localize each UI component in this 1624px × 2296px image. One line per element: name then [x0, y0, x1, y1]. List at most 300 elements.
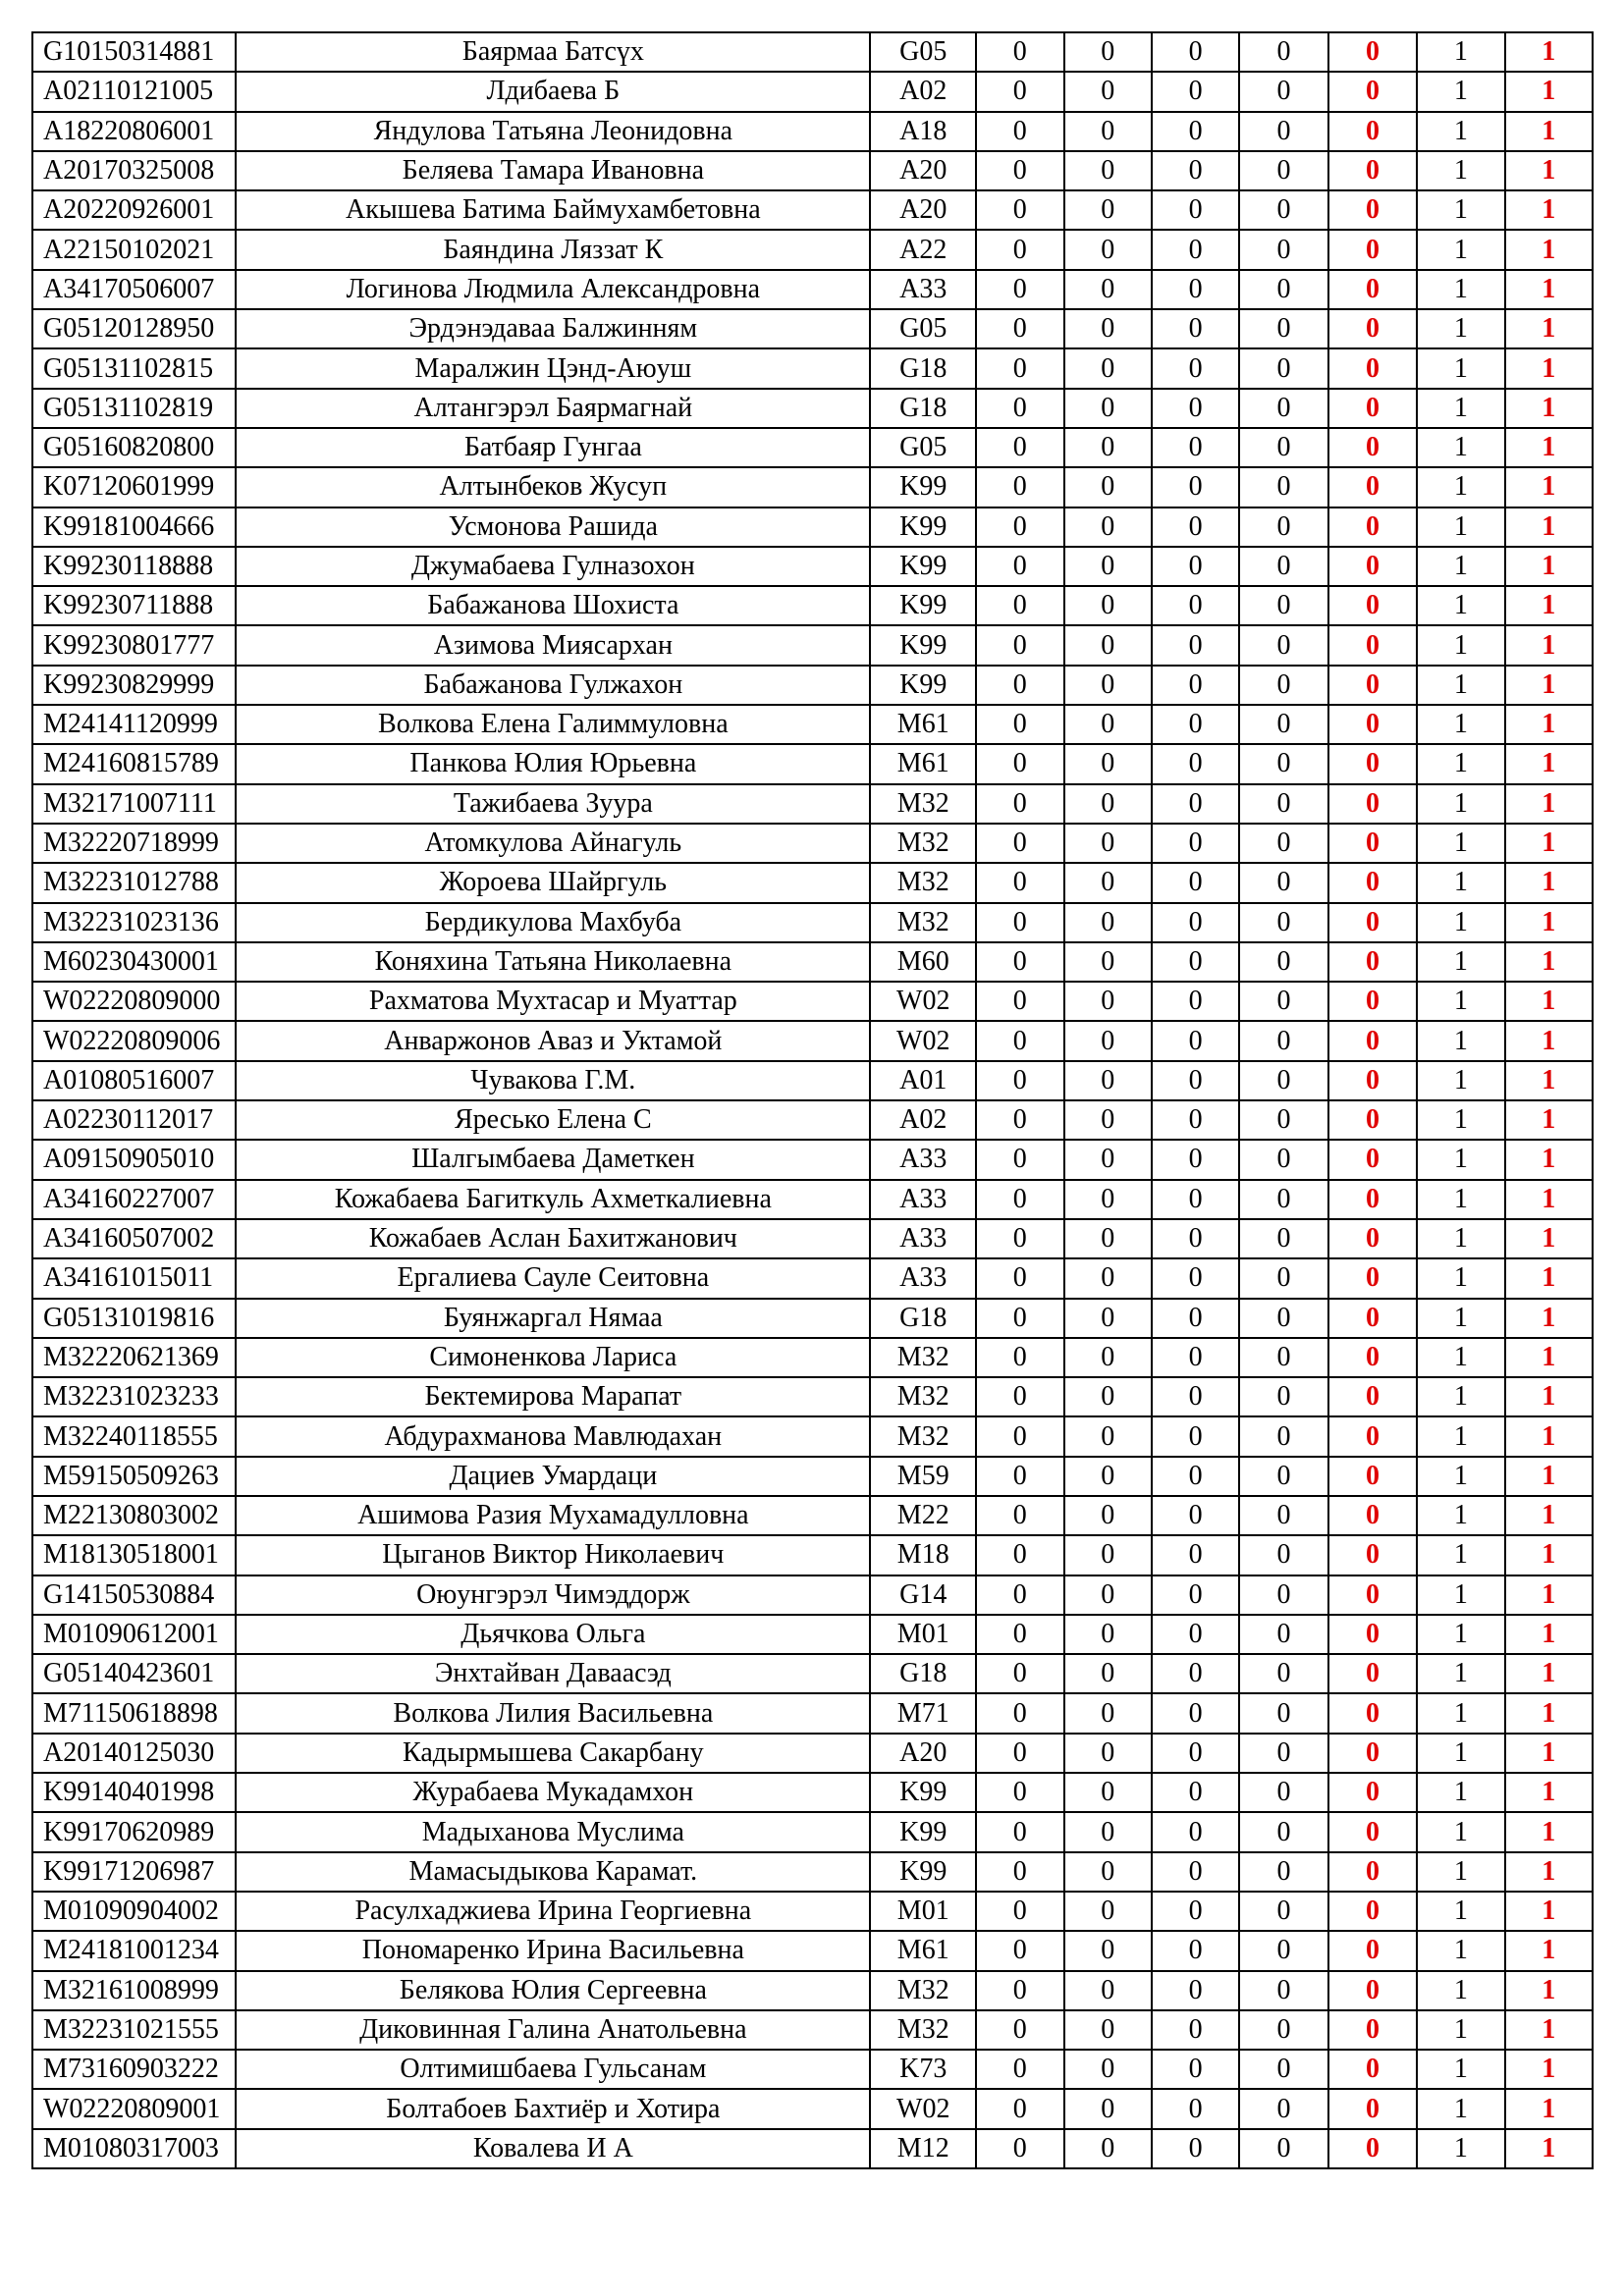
code-cell: W02: [870, 982, 976, 1021]
record-id-cell: A34160227007: [32, 1180, 236, 1219]
value-3-cell: 0: [1152, 705, 1239, 744]
code-cell: K73: [870, 2050, 976, 2089]
value-6-cell: 1: [1417, 1100, 1504, 1140]
highlight-value-cell: 0: [1328, 270, 1417, 309]
value-4-cell: 0: [1239, 586, 1327, 625]
table-row: [32, 1140, 1593, 1179]
code-cell: M60: [870, 942, 976, 982]
value-2-cell: 0: [1064, 982, 1152, 1021]
value-6-cell: 1: [1417, 348, 1504, 388]
record-id-cell: M32231023233: [32, 1377, 236, 1416]
value-6-cell: 1: [1417, 389, 1504, 428]
value-6-cell: 1: [1417, 2089, 1504, 2128]
value-3-cell: 0: [1152, 32, 1239, 72]
full-name-cell: Джумабаева Гулназохон: [236, 547, 870, 586]
record-id-cell: M22130803002: [32, 1496, 236, 1535]
value-1-cell: 0: [976, 1496, 1063, 1535]
code-cell: K99: [870, 586, 976, 625]
code-cell: G05: [870, 428, 976, 467]
value-4-cell: 0: [1239, 389, 1327, 428]
highlight-total-cell: 1: [1505, 1773, 1593, 1812]
highlight-value-cell: 0: [1328, 1100, 1417, 1140]
table-row: [32, 586, 1593, 625]
highlight-total-cell: 1: [1505, 1971, 1593, 2010]
code-cell: A01: [870, 1061, 976, 1100]
value-3-cell: 0: [1152, 625, 1239, 665]
record-id-cell: M32171007111: [32, 784, 236, 824]
value-4-cell: 0: [1239, 270, 1327, 309]
table-row: [32, 389, 1593, 428]
value-4-cell: 0: [1239, 1180, 1327, 1219]
highlight-value-cell: 0: [1328, 1654, 1417, 1693]
value-6-cell: 1: [1417, 1892, 1504, 1931]
value-1-cell: 0: [976, 1140, 1063, 1179]
code-cell: M61: [870, 744, 976, 783]
record-id-cell: M18130518001: [32, 1535, 236, 1575]
value-2-cell: 0: [1064, 744, 1152, 783]
highlight-total-cell: 1: [1505, 1457, 1593, 1496]
value-3-cell: 0: [1152, 547, 1239, 586]
value-6-cell: 1: [1417, 2010, 1504, 2050]
value-2-cell: 0: [1064, 784, 1152, 824]
value-6-cell: 1: [1417, 32, 1504, 72]
value-4-cell: 0: [1239, 1654, 1327, 1693]
value-2-cell: 0: [1064, 625, 1152, 665]
value-2-cell: 0: [1064, 1931, 1152, 1970]
value-1-cell: 0: [976, 1575, 1063, 1615]
value-2-cell: 0: [1064, 1496, 1152, 1535]
record-id-cell: M32240118555: [32, 1416, 236, 1456]
highlight-total-cell: 1: [1505, 190, 1593, 230]
value-3-cell: 0: [1152, 190, 1239, 230]
value-6-cell: 1: [1417, 1615, 1504, 1654]
highlight-total-cell: 1: [1505, 1615, 1593, 1654]
code-cell: G05: [870, 309, 976, 348]
value-6-cell: 1: [1417, 1693, 1504, 1733]
value-1-cell: 0: [976, 309, 1063, 348]
record-id-cell: K99230829999: [32, 666, 236, 705]
value-1-cell: 0: [976, 863, 1063, 902]
value-3-cell: 0: [1152, 1852, 1239, 1892]
highlight-value-cell: 0: [1328, 1734, 1417, 1773]
value-6-cell: 1: [1417, 1180, 1504, 1219]
value-3-cell: 0: [1152, 1575, 1239, 1615]
value-4-cell: 0: [1239, 72, 1327, 111]
table-row: [32, 824, 1593, 863]
full-name-cell: Яресько Елена С: [236, 1100, 870, 1140]
highlight-total-cell: 1: [1505, 32, 1593, 72]
record-id-cell: K99170620989: [32, 1812, 236, 1851]
full-name-cell: Рахматова Мухтасар и Муаттар: [236, 982, 870, 1021]
value-2-cell: 0: [1064, 1654, 1152, 1693]
highlight-value-cell: 0: [1328, 467, 1417, 507]
highlight-value-cell: 0: [1328, 1140, 1417, 1179]
record-id-cell: K99230711888: [32, 586, 236, 625]
value-3-cell: 0: [1152, 2010, 1239, 2050]
value-1-cell: 0: [976, 625, 1063, 665]
record-id-cell: A02110121005: [32, 72, 236, 111]
value-2-cell: 0: [1064, 1338, 1152, 1377]
value-6-cell: 1: [1417, 309, 1504, 348]
value-1-cell: 0: [976, 2050, 1063, 2089]
value-6-cell: 1: [1417, 1654, 1504, 1693]
value-4-cell: 0: [1239, 1734, 1327, 1773]
value-2-cell: 0: [1064, 1457, 1152, 1496]
value-4-cell: 0: [1239, 1971, 1327, 2010]
value-1-cell: 0: [976, 1457, 1063, 1496]
highlight-total-cell: 1: [1505, 507, 1593, 547]
full-name-cell: Баяндина Ляззат К: [236, 230, 870, 269]
value-3-cell: 0: [1152, 784, 1239, 824]
table-row: [32, 270, 1593, 309]
full-name-cell: Пономаренко Ирина Васильевна: [236, 1931, 870, 1970]
code-cell: W02: [870, 1021, 976, 1060]
value-2-cell: 0: [1064, 389, 1152, 428]
value-2-cell: 0: [1064, 1140, 1152, 1179]
table-row: [32, 2010, 1593, 2050]
value-6-cell: 1: [1417, 1773, 1504, 1812]
highlight-value-cell: 0: [1328, 824, 1417, 863]
code-cell: A33: [870, 1219, 976, 1258]
value-6-cell: 1: [1417, 1377, 1504, 1416]
record-id-cell: G10150314881: [32, 32, 236, 72]
value-4-cell: 0: [1239, 666, 1327, 705]
code-cell: G05: [870, 32, 976, 72]
value-6-cell: 1: [1417, 151, 1504, 190]
value-6-cell: 1: [1417, 1219, 1504, 1258]
record-id-cell: G05131019816: [32, 1299, 236, 1338]
full-name-cell: Яндулова Татьяна Леонидовна: [236, 112, 870, 151]
value-1-cell: 0: [976, 2089, 1063, 2128]
table-row: [32, 2129, 1593, 2168]
value-1-cell: 0: [976, 1892, 1063, 1931]
value-6-cell: 1: [1417, 112, 1504, 151]
value-3-cell: 0: [1152, 1892, 1239, 1931]
table-row: [32, 1377, 1593, 1416]
full-name-cell: Ергалиева Сауле Сеитовна: [236, 1258, 870, 1298]
highlight-total-cell: 1: [1505, 1654, 1593, 1693]
value-4-cell: 0: [1239, 32, 1327, 72]
highlight-total-cell: 1: [1505, 2089, 1593, 2128]
code-cell: A18: [870, 112, 976, 151]
highlight-value-cell: 0: [1328, 1496, 1417, 1535]
table-row: [32, 112, 1593, 151]
value-6-cell: 1: [1417, 1812, 1504, 1851]
code-cell: K99: [870, 507, 976, 547]
value-1-cell: 0: [976, 270, 1063, 309]
table-row: [32, 1852, 1593, 1892]
full-name-cell: Тажибаева Зуура: [236, 784, 870, 824]
value-2-cell: 0: [1064, 2089, 1152, 2128]
highlight-total-cell: 1: [1505, 112, 1593, 151]
record-id-cell: G05120128950: [32, 309, 236, 348]
value-6-cell: 1: [1417, 625, 1504, 665]
value-2-cell: 0: [1064, 705, 1152, 744]
highlight-total-cell: 1: [1505, 1693, 1593, 1733]
table-row: [32, 1457, 1593, 1496]
code-cell: A33: [870, 1180, 976, 1219]
value-4-cell: 0: [1239, 1575, 1327, 1615]
full-name-cell: Оюунгэрэл Чимэддорж: [236, 1575, 870, 1615]
code-cell: M32: [870, 824, 976, 863]
record-id-cell: G05131102815: [32, 348, 236, 388]
value-3-cell: 0: [1152, 1299, 1239, 1338]
value-2-cell: 0: [1064, 270, 1152, 309]
table-row: [32, 547, 1593, 586]
code-cell: K99: [870, 1812, 976, 1851]
record-id-cell: W02220809001: [32, 2089, 236, 2128]
value-1-cell: 0: [976, 784, 1063, 824]
code-cell: M32: [870, 1416, 976, 1456]
value-2-cell: 0: [1064, 586, 1152, 625]
table-row: [32, 428, 1593, 467]
full-name-cell: Панкова Юлия Юрьевна: [236, 744, 870, 783]
value-2-cell: 0: [1064, 2129, 1152, 2168]
value-6-cell: 1: [1417, 705, 1504, 744]
full-name-cell: Лдибаева Б: [236, 72, 870, 111]
full-name-cell: Алтангэрэл Баярмагнай: [236, 389, 870, 428]
value-2-cell: 0: [1064, 467, 1152, 507]
record-id-cell: W02220809006: [32, 1021, 236, 1060]
value-1-cell: 0: [976, 1812, 1063, 1851]
value-6-cell: 1: [1417, 2050, 1504, 2089]
value-4-cell: 0: [1239, 230, 1327, 269]
value-2-cell: 0: [1064, 507, 1152, 547]
value-3-cell: 0: [1152, 1654, 1239, 1693]
value-1-cell: 0: [976, 586, 1063, 625]
highlight-total-cell: 1: [1505, 744, 1593, 783]
value-3-cell: 0: [1152, 467, 1239, 507]
value-6-cell: 1: [1417, 2129, 1504, 2168]
highlight-total-cell: 1: [1505, 586, 1593, 625]
value-4-cell: 0: [1239, 1457, 1327, 1496]
full-name-cell: Ковалева И А: [236, 2129, 870, 2168]
value-6-cell: 1: [1417, 270, 1504, 309]
highlight-total-cell: 1: [1505, 863, 1593, 902]
value-1-cell: 0: [976, 1416, 1063, 1456]
value-2-cell: 0: [1064, 309, 1152, 348]
value-1-cell: 0: [976, 1615, 1063, 1654]
code-cell: W02: [870, 2089, 976, 2128]
value-3-cell: 0: [1152, 942, 1239, 982]
value-3-cell: 0: [1152, 2050, 1239, 2089]
table-row: [32, 903, 1593, 942]
value-3-cell: 0: [1152, 112, 1239, 151]
highlight-value-cell: 0: [1328, 982, 1417, 1021]
code-cell: M32: [870, 903, 976, 942]
value-3-cell: 0: [1152, 1258, 1239, 1298]
highlight-value-cell: 0: [1328, 863, 1417, 902]
value-4-cell: 0: [1239, 1812, 1327, 1851]
value-3-cell: 0: [1152, 1773, 1239, 1812]
code-cell: G18: [870, 1654, 976, 1693]
value-3-cell: 0: [1152, 1416, 1239, 1456]
record-id-cell: G05140423601: [32, 1654, 236, 1693]
full-name-cell: Жороева Шайргуль: [236, 863, 870, 902]
value-3-cell: 0: [1152, 428, 1239, 467]
value-2-cell: 0: [1064, 72, 1152, 111]
full-name-cell: Бердикулова Махбуба: [236, 903, 870, 942]
value-1-cell: 0: [976, 2010, 1063, 2050]
code-cell: K99: [870, 625, 976, 665]
highlight-total-cell: 1: [1505, 903, 1593, 942]
table-row: [32, 1338, 1593, 1377]
record-id-cell: M01080317003: [32, 2129, 236, 2168]
value-6-cell: 1: [1417, 982, 1504, 1021]
value-4-cell: 0: [1239, 1693, 1327, 1733]
value-1-cell: 0: [976, 1061, 1063, 1100]
value-1-cell: 0: [976, 824, 1063, 863]
record-id-cell: G14150530884: [32, 1575, 236, 1615]
code-cell: A20: [870, 1734, 976, 1773]
code-cell: M32: [870, 1971, 976, 2010]
highlight-value-cell: 0: [1328, 1416, 1417, 1456]
value-1-cell: 0: [976, 1535, 1063, 1575]
table-row: [32, 1971, 1593, 2010]
highlight-value-cell: 0: [1328, 547, 1417, 586]
highlight-total-cell: 1: [1505, 309, 1593, 348]
highlight-value-cell: 0: [1328, 1061, 1417, 1100]
highlight-total-cell: 1: [1505, 1338, 1593, 1377]
value-6-cell: 1: [1417, 942, 1504, 982]
value-6-cell: 1: [1417, 1931, 1504, 1970]
value-2-cell: 0: [1064, 1575, 1152, 1615]
highlight-value-cell: 0: [1328, 309, 1417, 348]
value-4-cell: 0: [1239, 2089, 1327, 2128]
table-row: [32, 1654, 1593, 1693]
full-name-cell: Буянжаргал Нямаа: [236, 1299, 870, 1338]
value-2-cell: 0: [1064, 1299, 1152, 1338]
full-name-cell: Ашимова Разия Мухамадулловна: [236, 1496, 870, 1535]
highlight-value-cell: 0: [1328, 1180, 1417, 1219]
value-1-cell: 0: [976, 942, 1063, 982]
value-1-cell: 0: [976, 32, 1063, 72]
code-cell: K99: [870, 467, 976, 507]
value-4-cell: 0: [1239, 982, 1327, 1021]
code-cell: A33: [870, 1258, 976, 1298]
value-3-cell: 0: [1152, 230, 1239, 269]
value-2-cell: 0: [1064, 1852, 1152, 1892]
full-name-cell: Болтабоев Бахтиёр и Хотира: [236, 2089, 870, 2128]
highlight-value-cell: 0: [1328, 1377, 1417, 1416]
value-4-cell: 0: [1239, 863, 1327, 902]
highlight-total-cell: 1: [1505, 151, 1593, 190]
code-cell: M01: [870, 1892, 976, 1931]
record-id-cell: K99181004666: [32, 507, 236, 547]
table-row: [32, 1693, 1593, 1733]
table-row: [32, 2050, 1593, 2089]
record-id-cell: M32231023136: [32, 903, 236, 942]
table-row: [32, 666, 1593, 705]
value-6-cell: 1: [1417, 1061, 1504, 1100]
value-6-cell: 1: [1417, 1140, 1504, 1179]
highlight-total-cell: 1: [1505, 1892, 1593, 1931]
value-4-cell: 0: [1239, 547, 1327, 586]
highlight-value-cell: 0: [1328, 1971, 1417, 2010]
value-2-cell: 0: [1064, 942, 1152, 982]
value-1-cell: 0: [976, 1338, 1063, 1377]
full-name-cell: Мадыханова Муслима: [236, 1812, 870, 1851]
record-id-cell: M73160903222: [32, 2050, 236, 2089]
highlight-value-cell: 0: [1328, 705, 1417, 744]
table-row: [32, 1575, 1593, 1615]
value-2-cell: 0: [1064, 1615, 1152, 1654]
full-name-cell: Цыганов Виктор Николаевич: [236, 1535, 870, 1575]
value-4-cell: 0: [1239, 467, 1327, 507]
value-2-cell: 0: [1064, 1693, 1152, 1733]
value-1-cell: 0: [976, 1654, 1063, 1693]
highlight-total-cell: 1: [1505, 389, 1593, 428]
full-name-cell: Бабажанова Гулжахон: [236, 666, 870, 705]
code-cell: M12: [870, 2129, 976, 2168]
highlight-total-cell: 1: [1505, 1812, 1593, 1851]
table-row: [32, 1100, 1593, 1140]
full-name-cell: Белякова Юлия Сергеевна: [236, 1971, 870, 2010]
code-cell: A02: [870, 72, 976, 111]
highlight-total-cell: 1: [1505, 625, 1593, 665]
record-id-cell: G05131102819: [32, 389, 236, 428]
value-6-cell: 1: [1417, 467, 1504, 507]
full-name-cell: Диковинная Галина Анатольевна: [236, 2010, 870, 2050]
value-2-cell: 0: [1064, 1180, 1152, 1219]
record-id-cell: K99230801777: [32, 625, 236, 665]
highlight-value-cell: 0: [1328, 942, 1417, 982]
value-6-cell: 1: [1417, 1575, 1504, 1615]
highlight-total-cell: 1: [1505, 705, 1593, 744]
full-name-cell: Эрдэнэдаваа Балжинням: [236, 309, 870, 348]
value-4-cell: 0: [1239, 348, 1327, 388]
highlight-value-cell: 0: [1328, 586, 1417, 625]
full-name-cell: Симоненкова Лариса: [236, 1338, 870, 1377]
value-3-cell: 0: [1152, 1931, 1239, 1970]
table-row: [32, 348, 1593, 388]
value-4-cell: 0: [1239, 1140, 1327, 1179]
value-3-cell: 0: [1152, 1100, 1239, 1140]
full-name-cell: Кожабаева Багиткуль Ахметкалиевна: [236, 1180, 870, 1219]
highlight-value-cell: 0: [1328, 1299, 1417, 1338]
value-4-cell: 0: [1239, 1021, 1327, 1060]
value-3-cell: 0: [1152, 507, 1239, 547]
record-id-cell: M32220621369: [32, 1338, 236, 1377]
code-cell: M32: [870, 1338, 976, 1377]
code-cell: M32: [870, 2010, 976, 2050]
full-name-cell: Кожабаев Аслан Бахитжанович: [236, 1219, 870, 1258]
value-2-cell: 0: [1064, 1734, 1152, 1773]
value-1-cell: 0: [976, 1931, 1063, 1970]
table-row: [32, 467, 1593, 507]
record-id-cell: M32220718999: [32, 824, 236, 863]
highlight-value-cell: 0: [1328, 2010, 1417, 2050]
highlight-value-cell: 0: [1328, 1575, 1417, 1615]
value-6-cell: 1: [1417, 1734, 1504, 1773]
table-row: [32, 982, 1593, 1021]
value-4-cell: 0: [1239, 784, 1327, 824]
full-name-cell: Чувакова Г.М.: [236, 1061, 870, 1100]
highlight-total-cell: 1: [1505, 2129, 1593, 2168]
value-6-cell: 1: [1417, 1258, 1504, 1298]
value-2-cell: 0: [1064, 1416, 1152, 1456]
record-id-cell: K99140401998: [32, 1773, 236, 1812]
highlight-value-cell: 0: [1328, 1892, 1417, 1931]
value-3-cell: 0: [1152, 586, 1239, 625]
value-2-cell: 0: [1064, 1061, 1152, 1100]
full-name-cell: Мамасыдыкова Карамат.: [236, 1852, 870, 1892]
value-3-cell: 0: [1152, 1734, 1239, 1773]
results-table: [31, 31, 1594, 2169]
highlight-total-cell: 1: [1505, 1496, 1593, 1535]
table-row: [32, 1021, 1593, 1060]
highlight-value-cell: 0: [1328, 507, 1417, 547]
